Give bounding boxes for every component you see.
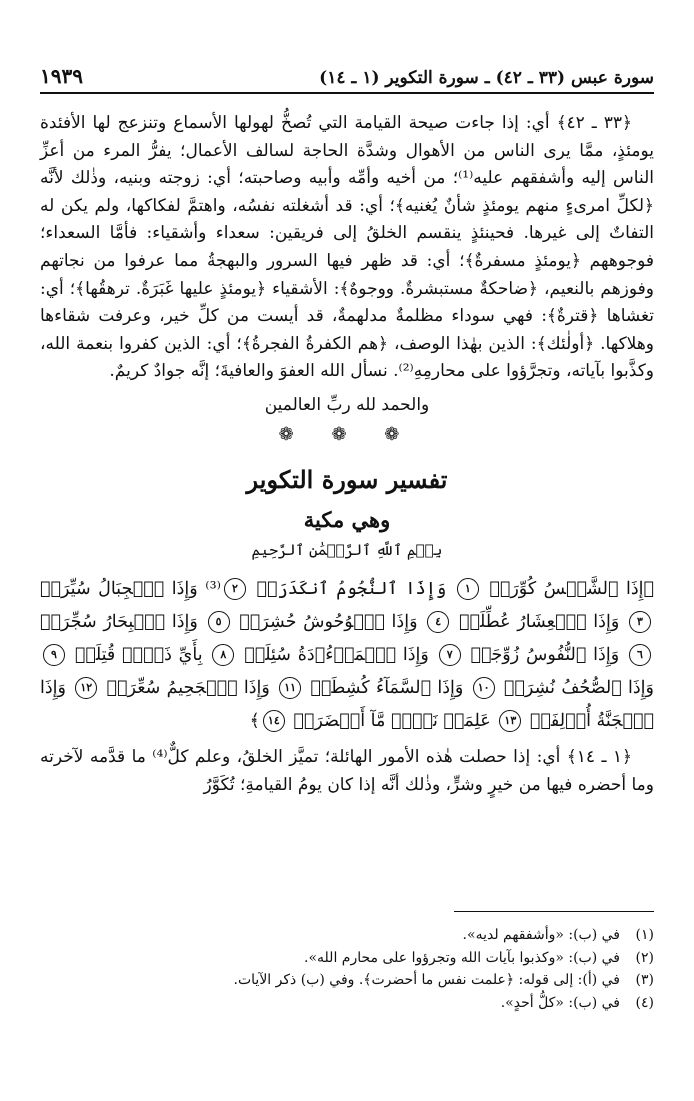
verse-number-8: ٨ [212,644,234,666]
quran-verses [40,573,654,738]
verse-12: وَإِذَا ٱلۡجَحِيمُ سُعِّرَتۡ [106,677,270,698]
footnote-3 [40,969,654,992]
footnote-1 [40,924,654,947]
verse-footnote-mark: ⁽³⁾ [205,578,221,599]
verse-open-bracket: ﴿ [643,578,654,599]
verse-number-13: ١٣ [499,710,521,732]
verse-7: وَإِذَا ٱلنُّفُوسُ زُوِّجَتۡ [470,644,620,665]
footnote-number: (٣) [635,972,654,988]
verse-6: وَإِذَا ٱلۡبِحَارُ سُجِّرَتۡ [40,611,198,632]
running-title: سورة عبس (٣٣ ـ ٤٢) ـ سورة التكوير (١ ـ ١٤) [319,68,654,88]
footnote-text: في (أ): إلى قوله: ﴿علمت نفس ما أحضرت﴾. وفي (ب) ذكر الآيات. [233,972,620,988]
verse-number-5: ٥ [208,611,230,633]
verse-3: وَإِذَا ٱلۡجِبَالُ سُيِّرَتۡ [40,578,198,599]
verse-number-14: ١٤ [263,710,285,732]
verse-1: إِذَا ٱلشَّمۡسُ كُوِّرَتۡ [489,578,644,599]
page-header [40,58,654,94]
verse-number-7: ٧ [439,644,461,666]
footnote-4 [40,992,654,1015]
footnote-text: في (ب): «وكذبوا بآيات الله وتجرؤوا على محارم الله». [304,949,620,966]
verse-number-11: ١١ [279,677,301,699]
verse-2: وَإِذَا ٱلنُّجُومُ ٱنكَدَرَتۡ [256,578,447,599]
footnotes [40,924,654,1014]
page-number: ١٩٣٩ [40,64,83,88]
verse-close-bracket: ﴾ [249,710,260,731]
verse-number-1: ١ [457,578,479,600]
footnote-separator [454,911,654,912]
verse-number-3: ٣ [629,611,651,633]
basmala: بِسۡمِ ٱللَّهِ ٱلرَّحۡمَٰنِ ٱلرَّحِيمِ [251,540,443,559]
surah-subtitle: وهي مكية [303,506,391,532]
verse-number-12: ١٢ [75,677,97,699]
verse-commentary: ﴿١ ـ ١٤﴾ أي: إذا حصلت هٰذه الأمور الهائلة؛ تميَّز الخلقُ، وعلم كلٌّ⁽⁴⁾ ما قدَّمه لآخرته وما أحضره فيها من خيرٍ وشرٍّ، وذٰلك أنَّه إذا كان يومُ القيامةِ؛ تُكَوَّرُ [40,746,654,795]
verse-11: وَإِذَا ٱلسَّمَآءُ كُشِطَتۡ [310,677,464,698]
footnote-number: (٢) [635,949,654,966]
footnote-number: (٤) [635,994,654,1011]
verse-number-4: ٤ [427,611,449,633]
verse-13: وَإِذَا ٱلۡجَنَّةُ أُزۡلِفَتۡ [40,677,654,731]
closing-praise: والحمد لله ربِّ العالمين [264,394,430,415]
verse-4: وَإِذَا ٱلۡعِشَارُ عُطِّلَتۡ [458,611,620,632]
verse-number-2: ٢ [224,578,246,600]
footnote-2 [40,947,654,970]
verse-number-9: ٩ [43,644,65,666]
verse-5: وَإِذَا ٱلۡوُحُوشُ حُشِرَتۡ [239,611,418,632]
footnote-text: في (ب): «وأشفقهم لديه». [462,927,620,943]
verse-8: وَإِذَا ٱلۡمَوۡءُۥدَةُ سُئِلَتۡ [244,644,429,665]
page-body [40,110,654,799]
verse-14: عَلِمَتۡ نَفۡسٞ مَّآ أَحۡضَرَتۡ [293,710,491,731]
footnote-number: (١) [635,927,654,943]
commentary-paragraph: ﴿٣٣ ـ ٤٢﴾ أي: إذا جاءت صيحة القيامة التي تُصخُّ لهولها الأسماع وتنزعج لها الأفئدة يومئذٍ، ممَّا يرى الناس من الأهوال وشدَّة الحاجة لسالف الأعمال؛ يفرُّ المرء من أعزِّ الناس إليه وأشفقهم عليه⁽¹⁾؛ من أخيه وأمِّه وأبيه وصاحبته؛ أي: زوجته وبنيه، وذٰلك لأنَّه ﴿لكلِّ امرىءٍ منهم يومئذٍ شأنٌ يُغنيه﴾؛ أي: قد أشغلته نفسُه، واهتمَّ لفكاكها، ولم يكن له التفاتٌ إلى غيرها. فحينئذٍ ينقسم الخلقُ إلى فريقين: سعداء وأشقياء: فأمَّا السعداء؛ فوجوههم ﴿يومئذٍ مسفرةٌ﴾؛ أي: قد ظهر فيها السرور والبهجةُ مما عرفوا من نجاتهم وفوزهم بالنعيم، ﴿ضاحكةٌ مستبشرةٌ. ووجوهٌ﴾: الأشقياء ﴿يومئذٍ عليها غَبَرَةٌ. ترهقُها﴾؛ أي: تغشاها ﴿قترةٌ﴾: فهي سوداء مظلمةٌ مدلهمةٌ، قد أيست من كلِّ خير، وعرفت شقاءها وهلاكها. ﴿أولٰئك﴾: الذين بهٰذا الوصف، ﴿هم الكفرةُ الفجرةُ﴾؛ أي: الذين كفروا بنعمة الله، وكذَّبوا بآياته، وتجرَّؤوا على محارمِهِ⁽²⁾. نسأل الله العفوَ والعافيةَ؛ إنَّه جوادٌ كريمٌ. [40,113,654,382]
verse-9: بِأَيِّ ذَنۢبٖ قُتِلَتۡ [74,644,203,665]
verse-number-6: ٦ [629,644,651,666]
verse-10: وَإِذَا ٱلصُّحُفُ نُشِرَتۡ [503,677,654,698]
footnote-text: في (ب): «كلُّ أحدٍ». [500,994,620,1011]
section-separator: ❁ ❁ ❁ [278,423,416,445]
verse-number-10: ١٠ [473,677,495,699]
surah-title: تفسير سورة التكوير [246,464,448,494]
